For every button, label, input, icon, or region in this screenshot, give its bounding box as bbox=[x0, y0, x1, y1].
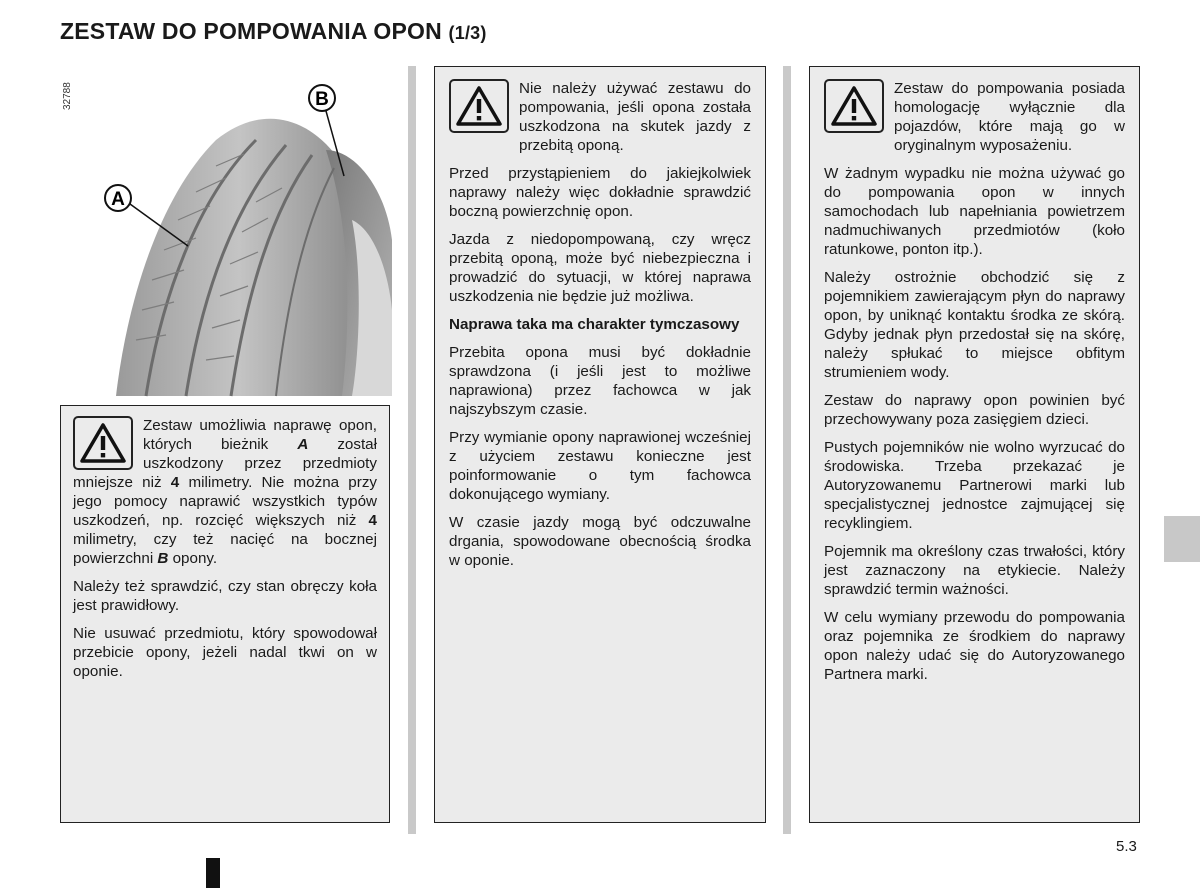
page-number: 5.3 bbox=[1116, 838, 1137, 855]
right-paragraph-2: Należy ostrożnie obchodzić się z pojemnikiem zawierającym płyn do naprawy opon, by uniknąć kontaktu środka ze skórą. Gdyby jednak płyn przedostał się na skórę, należy spłukać to miejsce obfitym strumieniem wody. bbox=[824, 269, 1125, 381]
warning-triangle-icon bbox=[824, 79, 884, 133]
left-paragraph-3: Nie usuwać przedmiotu, który spowodował przebicie opony, jeżeli nadal tkwi on w oponie. bbox=[73, 625, 377, 680]
right-warning-box bbox=[824, 79, 1125, 155]
separator-bar bbox=[783, 66, 791, 834]
middle-paragraph-6: W czasie jazdy mogą być odczuwalne drgania, spowodowane obecnością środka w oponie. bbox=[449, 514, 751, 569]
middle-warning-text: Nie należy używać zestawu do pompowania, jeśli opona została uszkodzona na skutek jazdy z przebitą oponą. bbox=[519, 80, 751, 154]
middle-paragraph-1: Przed przystąpieniem do jakiejkolwiek naprawy należy więc dokładnie sprawdzić boczną powierzchnię opon. bbox=[449, 165, 751, 220]
footer-mark bbox=[206, 858, 220, 888]
left-paragraph-2: Należy też sprawdzić, czy stan obręczy koła jest prawidłowy. bbox=[73, 578, 377, 614]
right-paragraph-3: Zestaw do naprawy opon powinien być przechowywany poza zasięgiem dzieci. bbox=[824, 392, 1125, 428]
right-paragraph-5: Pojemnik ma określony czas trwałości, który jest zaznaczony na etykiecie. Należy sprawdzić termin ważności. bbox=[824, 543, 1125, 598]
figure-code: 32788 bbox=[62, 82, 73, 110]
warning-triangle-icon bbox=[73, 416, 133, 470]
middle-warning-panel bbox=[434, 66, 766, 823]
right-warning-panel bbox=[809, 66, 1140, 823]
label-b: B bbox=[315, 89, 329, 110]
tyre-illustration bbox=[111, 80, 392, 396]
warning-triangle-icon bbox=[449, 79, 509, 133]
right-paragraph-4: Pustych pojemników nie wolno wyrzucać do środowiska. Trzeba przekazać je Autoryzowanemu Partnerowi marki lub specjalistycznej jednostce zajmującej się recyklingiem. bbox=[824, 439, 1125, 532]
left-warning-panel bbox=[60, 405, 390, 823]
right-paragraph-1: W żadnym wypadku nie można używać go do pompowania opon w innych samochodach lub napełniania powietrzem nadmuchiwanych przedmiotów (koło ratunkowe, ponton itp.). bbox=[824, 165, 1125, 258]
middle-paragraph-4: Przebita opona musi być dokładnie sprawdzona (i jeśli jest to możliwe naprawiona) przez fachowca w jak najszybszym czasie. bbox=[449, 344, 751, 418]
page-title-part: (1/3) bbox=[448, 23, 487, 43]
section-tab bbox=[1164, 516, 1200, 562]
separator-bar bbox=[408, 66, 416, 834]
right-paragraph-6: W celu wymiany przewodu do pompowania oraz pojemnika ze środkiem do naprawy opon należy udać się do Autoryzowanego Partnera marki. bbox=[824, 609, 1125, 683]
middle-paragraph-5: Przy wymianie opony naprawionej wcześniej z użyciem zestawu konieczne jest poinformowanie o tym fachowca dokonującego wymiany. bbox=[449, 429, 751, 503]
middle-warning-box bbox=[449, 79, 751, 155]
page-title bbox=[60, 18, 487, 45]
left-paragraph-1: Zestaw umożliwia naprawę opon, których bieżnik A został uszkodzony przez przedmioty mniejsze niż 4 milimetry. Nie można przy jego pomocy naprawić wszystkich typów uszkodzeń, np. rozcięć większych niż 4 milimetry, czy też nacięć na bocznej powierzchni B opony. bbox=[73, 417, 378, 567]
page-title-text: ZESTAW DO POMPOWANIA OPON bbox=[60, 18, 442, 44]
right-warning-text: Zestaw do pompowania posiada homologację wyłącznie dla pojazdów, które mają go w oryginalnym wyposażeniu. bbox=[894, 80, 1125, 154]
middle-heading: Naprawa taka ma charakter tymczasowy bbox=[449, 316, 740, 333]
label-a: A bbox=[111, 189, 125, 210]
middle-paragraph-2: Jazda z niedopompowaną, czy wręcz przebitą oponą, może być niebezpieczna i prowadzić do sytuacji, w której naprawa uszkodzenia nie będzie już możliwa. bbox=[449, 231, 751, 305]
